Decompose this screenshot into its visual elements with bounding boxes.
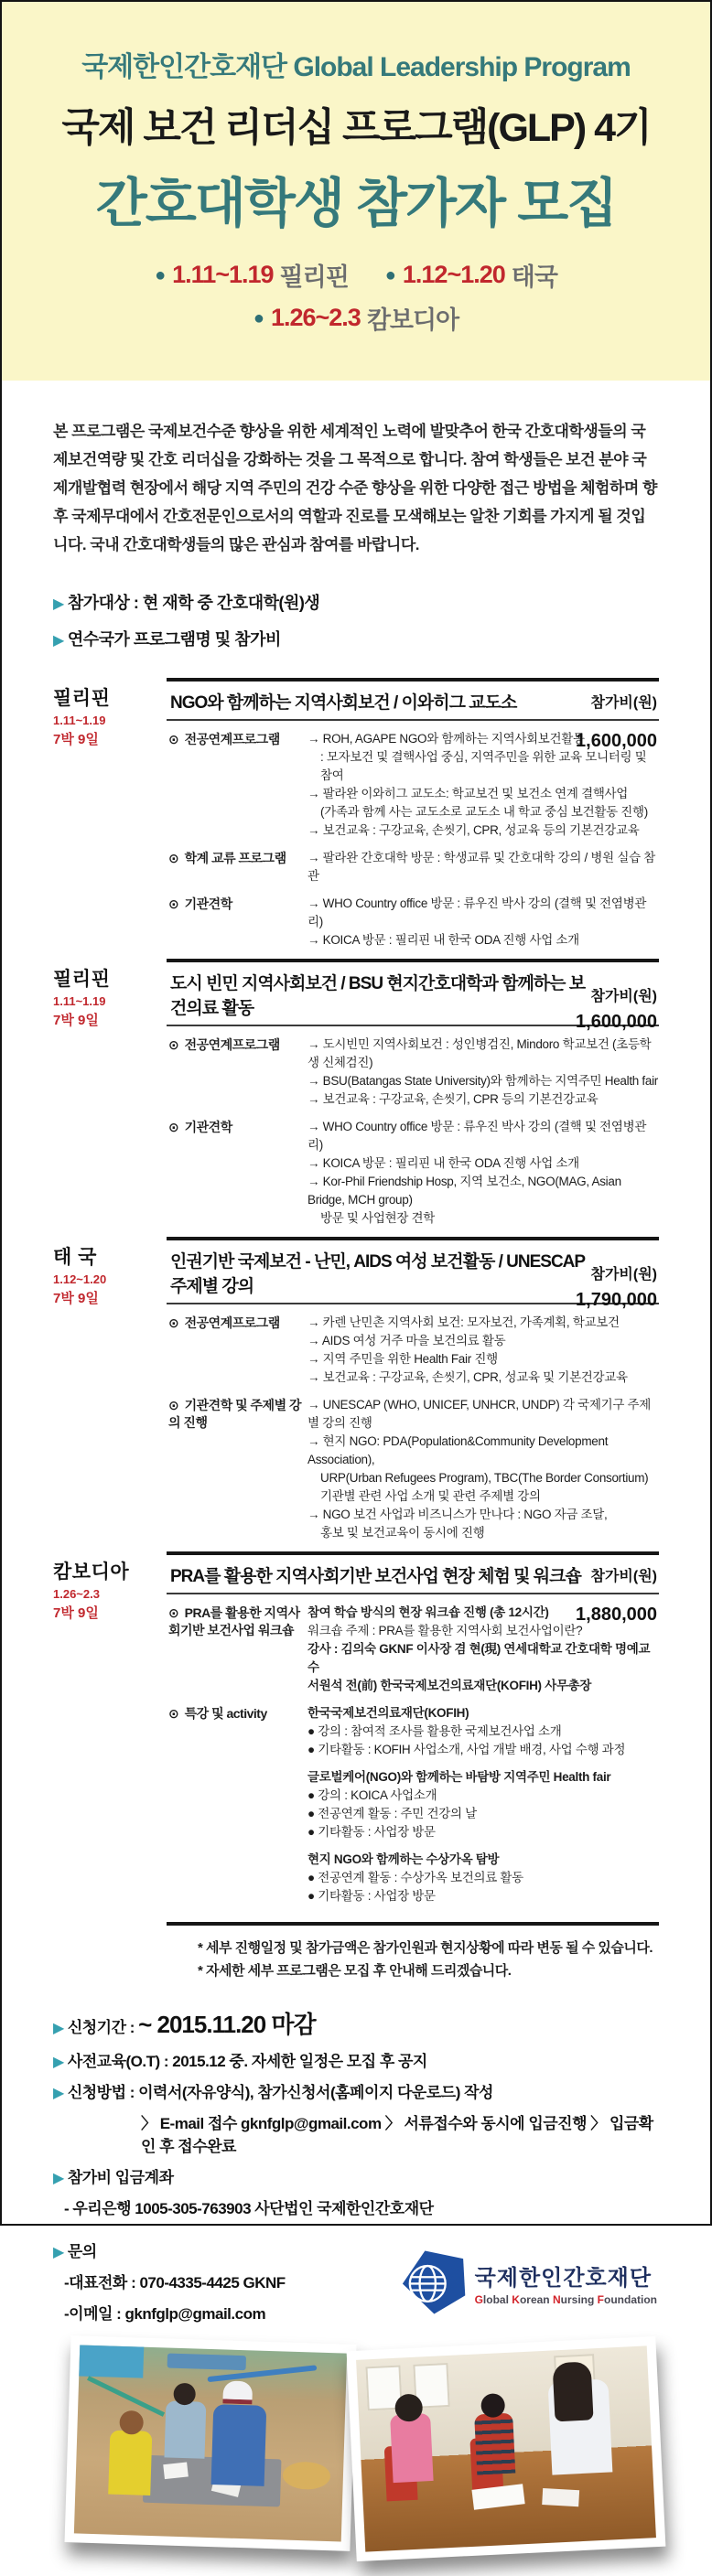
photo-left-scene — [74, 2345, 347, 2541]
bullseye-icon: ⊙ — [168, 896, 182, 911]
program-item-line: (가족과 함께 사는 교도소로 교도소 내 학교 중심 보건활동 진행) — [320, 805, 648, 819]
program-item-line: 홍보 및 보건교육이 동시에 진행 — [320, 1526, 485, 1540]
country-column — [53, 678, 167, 959]
program-group-label — [167, 1396, 307, 1542]
schedule-dates: 1.26~2.3 — [270, 304, 361, 331]
dot-bullet-icon: ● — [155, 264, 167, 285]
application-account-label — [53, 2164, 659, 2187]
ot-text: 사전교육(O.T) : 2015.12 중. 자세한 일정은 모집 후 공지 — [67, 2053, 427, 2070]
bullseye-icon: ⊙ — [168, 1398, 182, 1412]
photo-decor — [282, 2462, 330, 2491]
program-item-line: 기관별 관련 사업 소개 및 관련 주제별 강의 — [320, 1489, 541, 1503]
application-method — [53, 2079, 659, 2102]
bullseye-icon: ⊙ — [168, 1706, 182, 1721]
program-dates: 1.11~1.19 — [53, 714, 106, 727]
program-title-text: PRA를 활용한 지역사회기반 보건사업 현장 체험 및 워크숍 — [170, 1567, 581, 1586]
country-column — [53, 1237, 167, 1551]
country-name: 태 국 — [53, 1247, 97, 1268]
triangle-bullet-icon: ▶ — [53, 633, 64, 649]
photo-right — [347, 2336, 666, 2561]
program-row-header — [167, 1555, 659, 1594]
group-label-text: 특강 및 activity — [184, 1706, 267, 1721]
country-name: 필리핀 — [53, 969, 111, 990]
program-title: 국제 보건 리더십 프로그램(GLP) 4기 — [61, 106, 651, 150]
logo-initial: K — [512, 2292, 520, 2306]
fee-column-header: 참가비(원) — [590, 695, 657, 711]
program-fee-value: 1,880,000 — [576, 1605, 657, 1625]
program-item-line: → 카렌 난민촌 지역사회 보건: 모자보건, 가족계획, 학교보건 — [307, 1315, 620, 1329]
table-notes — [53, 1937, 659, 1982]
program-item-line: → UNESCAP (WHO, UNICEF, UNHCR, UNDP) 각 국제기구 주제별 강의 진행 — [307, 1398, 652, 1430]
program-item-line: → 보건교육 : 구강교육, 손씻기, CPR, 성교육 등의 기본건강교육 — [307, 823, 640, 837]
photo-decor — [108, 2431, 152, 2496]
account-label-text: 참가비 입금계좌 — [67, 2169, 174, 2186]
program-group — [167, 1396, 659, 1542]
program-title-text: NGO와 함께하는 지역사회보건 / 이와히그 교도소 — [170, 693, 517, 713]
program-item-line: ● 기타활동 : KOFIH 사업소개, 사업 개발 배경, 사업 수행 과정 — [307, 1743, 626, 1756]
program-group-label — [167, 1314, 307, 1387]
program-item-line: ● 기타활동 : 사업장 방문 — [307, 1889, 436, 1903]
program-group-label — [167, 1704, 307, 1905]
program-item-line: ● 전공연계 활동 : 수상가옥 보건의료 활동 — [307, 1871, 523, 1884]
logo-english-word — [475, 2293, 509, 2306]
program-group-items — [307, 1704, 659, 1905]
program-group-label — [167, 1036, 307, 1109]
fee-column-header: 참가비(원) — [590, 1569, 657, 1584]
bullseye-icon: ⊙ — [168, 1037, 182, 1052]
program-item-line: → 지역 주민을 위한 Health Fair 진행 — [307, 1352, 498, 1366]
program-item-line: ● 강의 : KOICA 사업소개 — [307, 1788, 437, 1802]
program-item-line: → WHO Country office 방문 : 류우진 박사 강의 (결핵 및 전염병관리) — [307, 1120, 647, 1152]
contact-section — [53, 2238, 659, 2324]
program-table — [53, 678, 659, 1915]
application-ot — [53, 2048, 659, 2071]
program-item-line: → 팔라완 간호대학 방문 : 학생교류 및 간호대학 강의 / 병원 실습 참관 — [307, 851, 656, 883]
dot-bullet-icon: ● — [253, 307, 264, 328]
photo-strip — [53, 2338, 659, 2576]
program-title-text: 인권기반 국제보건 - 난민, AIDS 여성 보건활동 / UNESCAP 주제별 강의 — [170, 1252, 585, 1296]
program-group-items — [307, 849, 659, 886]
schedule-item — [385, 257, 557, 293]
photo-decor — [164, 2400, 206, 2458]
program-dates: 1.12~1.20 — [53, 1272, 107, 1286]
gknf-globe-shield-icon — [400, 2249, 466, 2315]
org-program-title: 국제한인간호재단 Global Leadership Program — [81, 52, 631, 82]
program-item-line: → 보건교육 : 구강교육, 손씻기, CPR 등의 기본건강교육 — [307, 1092, 599, 1106]
contact-phone: -대표전화 : 070-4335-4425 GKNF — [64, 2274, 286, 2292]
program-duration: 7박 9일 — [53, 732, 99, 747]
group-label-text: 학계 교류 프로그램 — [184, 851, 286, 865]
schedule-item — [155, 257, 349, 293]
program-duration: 7박 9일 — [53, 1605, 99, 1621]
program-item-line: → AIDS 여성 거주 마을 보건의료 활동 — [307, 1334, 506, 1347]
logo-word-rest: ursing — [560, 2292, 595, 2306]
country-column — [53, 1551, 167, 1915]
program-dates: 1.11~1.19 — [53, 994, 106, 1008]
schedule-item — [254, 300, 458, 336]
photo-left — [65, 2335, 357, 2551]
fee-column-header: 참가비(원) — [590, 988, 657, 1004]
program-group — [167, 1314, 659, 1387]
program-item-line: ● 전공연계 활동 : 주민 건강의 날 — [307, 1807, 477, 1820]
program-item-line: 글로벌케어(NGO)와 함께하는 바탐방 지역주민 Health fair — [307, 1770, 611, 1784]
group-label-text: PRA를 활용한 지역사회기반 보건사업 워크숍 — [168, 1605, 300, 1637]
eligibility-label — [53, 590, 659, 614]
group-label-text: 기관견학 — [184, 1120, 232, 1134]
photo-decor — [222, 2380, 253, 2404]
bullseye-icon: ⊙ — [168, 1605, 182, 1620]
program-group-items — [307, 1314, 659, 1387]
program-fee-value: 1,600,000 — [576, 731, 657, 751]
triangle-bullet-icon: ▶ — [53, 2245, 64, 2260]
logo-word-rest: orean — [519, 2292, 550, 2306]
group-label-text: 기관견학 — [184, 896, 232, 911]
photo-decor — [87, 2376, 165, 2417]
program-item-line: → KOICA 방문 : 필리핀 내 한국 ODA 진행 사업 소개 — [307, 1156, 579, 1170]
logo-text — [475, 2259, 657, 2306]
program-main-column — [167, 678, 659, 959]
program-item-line: URP(Urban Refugees Program), TBC(The Border Consortium) — [320, 1471, 649, 1485]
bullseye-icon: ⊙ — [168, 1120, 182, 1134]
triangle-bullet-icon: ▶ — [53, 596, 64, 612]
program-row — [53, 1237, 659, 1551]
program-row-header — [167, 682, 659, 721]
logo-initial: F — [597, 2292, 605, 2306]
content-area — [2, 417, 710, 2576]
photo-decor — [163, 2462, 189, 2479]
program-item-line: ● 강의 : 참여적 조사를 활용한 국제보건사업 소개 — [307, 1724, 562, 1738]
program-main-column — [167, 959, 659, 1237]
schedule-line-1 — [18, 257, 694, 293]
application-account-number: - 우리은행 1005-305-763903 사단법인 국제한인간호재단 — [64, 2200, 434, 2217]
photo-decor — [552, 2361, 593, 2421]
program-group-items — [307, 895, 659, 950]
program-group-items — [307, 1036, 659, 1109]
program-group-label — [167, 730, 307, 840]
program-group-items — [307, 1118, 659, 1228]
photo-decor — [542, 2488, 579, 2506]
logo-initial: G — [474, 2292, 483, 2306]
photo-decor — [474, 2413, 515, 2475]
contact-email: -이메일 : gknfglp@gmail.com — [64, 2305, 266, 2323]
program-item-line: → 보건교육 : 구강교육, 손씻기, CPR, 성교육 및 기본건강교육 — [307, 1370, 628, 1384]
photo-decor — [167, 2353, 246, 2370]
program-group-label — [167, 1604, 307, 1695]
program-duration: 7박 9일 — [53, 1013, 99, 1028]
logo-korean-name: 국제한인간호재단 — [474, 2265, 653, 2291]
program-fee-value: 1,790,000 — [576, 1290, 657, 1310]
photo-right-scene — [356, 2345, 656, 2551]
program-item-line: → 도시빈민 지역사회보건 : 성인병검진, Mindoro 학교보건 (초등학생 신체검진) — [307, 1037, 652, 1069]
triangle-bullet-icon: ▶ — [53, 2086, 64, 2101]
gknf-logo — [400, 2249, 657, 2315]
program-group — [167, 1704, 659, 1905]
program-main-column — [167, 1551, 659, 1915]
triangle-bullet-icon: ▶ — [53, 2171, 64, 2186]
dot-bullet-icon: ● — [384, 264, 396, 285]
program-item-line: 서원석 전(前) 한국국제보건의료재단(KOFIH) 사무총장 — [307, 1679, 592, 1692]
group-label-text: 전공연계프로그램 — [184, 1315, 280, 1330]
fee-column-header: 참가비(원) — [590, 1266, 657, 1283]
program-group-label — [167, 895, 307, 950]
program-item-line: 참여 학습 방식의 현장 워크숍 진행 (총 12시간) — [307, 1605, 549, 1619]
schedule-country: 캄보디아 — [366, 306, 459, 334]
period-label: 신청기간 : — [67, 2019, 139, 2036]
schedule-country: 태국 — [511, 263, 557, 291]
program-item-line: → KOICA 방문 : 필리핀 내 한국 ODA 진행 사업 소개 — [307, 933, 579, 947]
program-item-line: → BSU(Batangas State University)와 함께하는 지역주민 Health fair — [307, 1074, 658, 1088]
period-deadline: ~ 2015.11.20 마감 — [138, 2011, 316, 2038]
bullseye-icon: ⊙ — [168, 732, 182, 746]
photo-decor — [79, 2345, 144, 2377]
table-intro-text: 연수국가 프로그램명 및 참가비 — [67, 630, 281, 649]
program-item-line: 강사 : 김의숙 GKNF 이사장 겸 현(現) 연세대학교 간호대학 명예교수 — [307, 1642, 651, 1674]
program-item-line: 현지 NGO와 함께하는 수상가옥 탐방 — [307, 1852, 500, 1866]
application-section — [53, 2006, 659, 2218]
schedule-country: 필리핀 — [279, 263, 349, 291]
program-item-line: 방문 및 사업현장 견학 — [320, 1211, 436, 1225]
program-row — [53, 959, 659, 1237]
table-intro-label — [53, 627, 659, 650]
program-group-items — [307, 1396, 659, 1542]
schedule-dates: 1.12~1.20 — [402, 261, 505, 288]
photo-decor — [390, 2413, 434, 2483]
hero-section — [2, 2, 710, 381]
program-title-text: 도시 빈민 지역사회보건 / BSU 현지간호대학과 함께하는 보건의료 활동 — [170, 974, 586, 1018]
application-method-steps: 〉 E-mail 접수 gknfglp@gmail.com 〉 서류접수와 동시에 입금진행 〉 입금확인 후 접수완료 — [141, 2115, 653, 2155]
program-row — [53, 1551, 659, 1915]
program-group — [167, 1118, 659, 1228]
contact-label-text: 문의 — [67, 2243, 97, 2260]
schedule-dates: 1.11~1.19 — [172, 261, 274, 288]
program-item-line: → 현지 NGO: PDA(Population&Community Development Association), — [307, 1434, 609, 1466]
group-label-text: 전공연계프로그램 — [184, 732, 280, 746]
schedule — [18, 257, 694, 336]
triangle-bullet-icon: ▶ — [53, 2021, 64, 2036]
program-row — [53, 678, 659, 959]
program-item-line: → NGO 보건 사업과 비즈니스가 만나다 : NGO 자금 조달, — [307, 1508, 608, 1521]
group-label-text: 기관견학 및 주제별 강의 진행 — [168, 1398, 302, 1430]
program-item-line: → Kor-Phil Friendship Hosp, 지역 보건소, NGO(MAG, Asian Bridge, MCH group) — [307, 1175, 621, 1207]
logo-word-rest: lobal — [482, 2292, 509, 2306]
eligibility-text: 참가대상 : 현 재학 중 간호대학(원)생 — [67, 594, 320, 612]
triangle-bullet-icon: ▶ — [53, 2055, 64, 2070]
program-item-line: → WHO Country office 방문 : 류우진 박사 강의 (결핵 및 전염병관리) — [307, 896, 647, 928]
program-group — [167, 1036, 659, 1109]
note-line: * 세부 진행일정 및 참가금액은 참가인원과 현지상황에 따라 변동 될 수 있습니다. — [198, 1940, 653, 1956]
program-fee-value: 1,600,000 — [576, 1012, 657, 1032]
program-item-line: ● 기타활동 : 사업장 방문 — [307, 1825, 436, 1839]
schedule-line-2 — [18, 300, 694, 336]
method-text: 신청방법 : 이력서(자유양식), 참가신청서(홈페이지 다운로드) 작성 — [67, 2084, 493, 2101]
application-period — [53, 2006, 659, 2040]
logo-word-rest: oundation — [604, 2292, 657, 2306]
photo-decor — [211, 2404, 267, 2486]
country-name: 필리핀 — [53, 688, 111, 709]
program-group — [167, 895, 659, 950]
program-main-column — [167, 1237, 659, 1551]
program-dates: 1.26~2.3 — [53, 1587, 100, 1601]
program-duration: 7박 9일 — [53, 1291, 99, 1306]
recruit-title: 간호대학생 참가자 모집 — [95, 174, 617, 233]
program-group — [167, 849, 659, 886]
country-column — [53, 959, 167, 1237]
logo-english-word — [553, 2293, 594, 2306]
program-group-label — [167, 849, 307, 886]
table-end-divider — [167, 1922, 659, 1926]
program-group-label — [167, 1118, 307, 1228]
note-line: * 자세한 세부 프로그램은 모집 후 안내해 드리겠습니다. — [198, 1963, 512, 1979]
program-item-line: 워크숍 주제 : PRA를 활용한 지역사회 보건사업이란? — [307, 1624, 583, 1637]
country-name: 캄보디아 — [53, 1562, 130, 1583]
bullseye-icon: ⊙ — [168, 1315, 182, 1330]
group-label-text: 전공연계프로그램 — [184, 1037, 280, 1052]
logo-english-name — [475, 2293, 657, 2306]
program-item-line: → ROH, AGAPE NGO와 함께하는 지역사회보건활동 — [307, 732, 585, 746]
program-item-line: → 팔라완 이와히그 교도소: 학교보건 및 보건소 연계 결핵사업 — [307, 787, 629, 800]
bullseye-icon: ⊙ — [168, 851, 182, 865]
program-item-line: : 모자보건 및 결핵사업 중심, 지역주민을 위한 교육 모니터링 및 참여 — [320, 750, 647, 782]
logo-english-word — [512, 2293, 549, 2306]
logo-initial: N — [552, 2292, 561, 2306]
logo-english-word — [598, 2293, 657, 2306]
program-item-line: 한국국제보건의료재단(KOFIH) — [307, 1706, 469, 1720]
intro-paragraph: 본 프로그램은 국제보건수준 향상을 위한 세계적인 노력에 발맞추어 한국 간호대학생들의 국제보건역량 및 간호 리더십을 강화하는 것을 그 목적으로 합니다. 참여 학생들은 보건 분야 국제개발협력 현장에서 해당 지역 주민의 건강 수준 향상을 위한 다양한 접근 방법을 체험하며 향후 국제무대에서 간호전문인으로서의 역할과 진로를 모색해보는 알찬 기회를 가지게 될 것입니다. 국내 간호대학생들의 많은 관심과 참여를 바랍니다. — [53, 423, 657, 553]
